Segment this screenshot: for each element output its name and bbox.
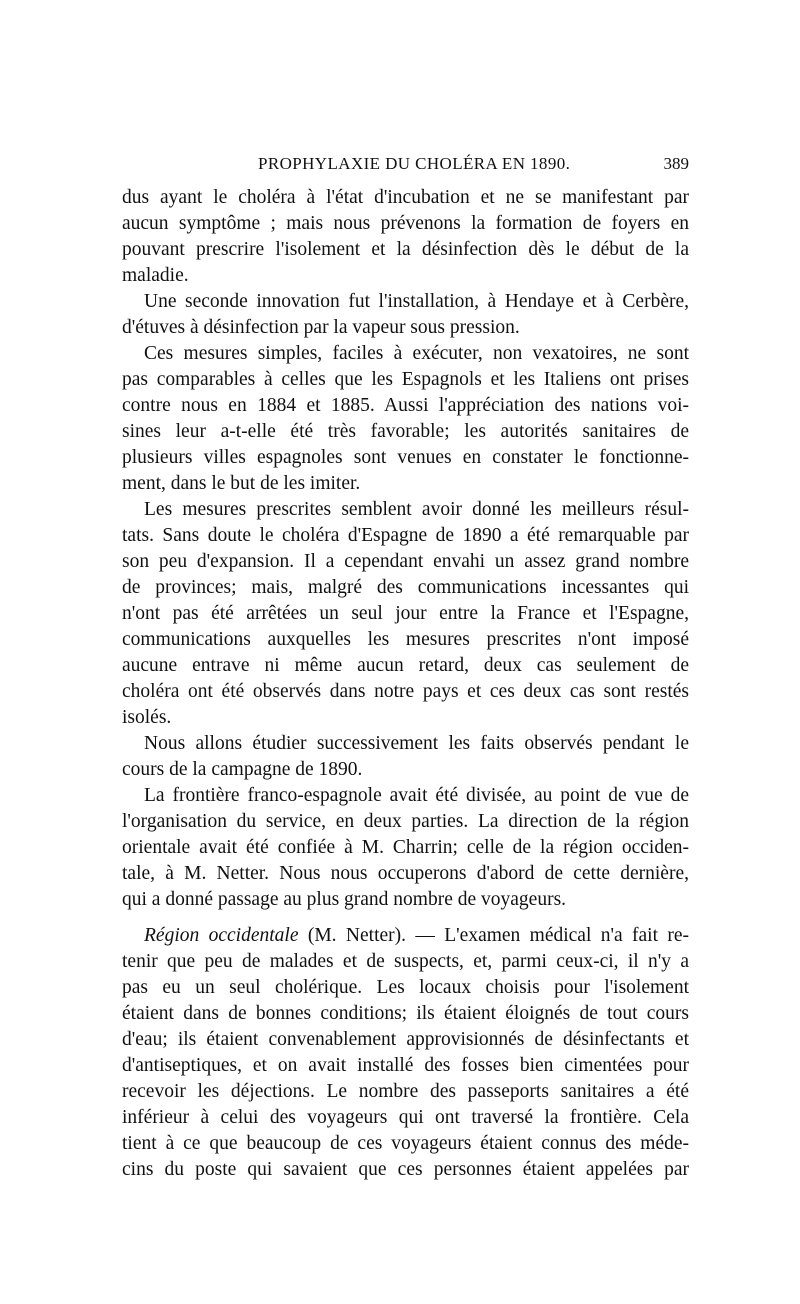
text-line: contre nous en 1884 et 1885. Aussi l'appréciation des nations voi- (122, 395, 689, 416)
text-line: son peu d'expansion. Il a cependant envahi un assez grand nombre (122, 551, 689, 572)
text-line: plusieurs villes espagnoles sont venues en constater le fonctionne- (122, 447, 689, 468)
text-run: (M. Netter). — L'examen médical n'a fait re- (298, 925, 690, 946)
text-line: cins du poste qui savaient que ces personnes étaient appelées par (122, 1159, 689, 1180)
text-line: isolés. (122, 707, 172, 728)
running-head (122, 154, 689, 180)
text-line: tient à ce que beaucoup de ces voyageurs étaient connus des méde- (122, 1133, 689, 1154)
text-line: communications auxquelles les mesures prescrites n'ont imposé (122, 629, 689, 650)
text-line: recevoir les déjections. Le nombre des passeports sanitaires a été (122, 1081, 689, 1102)
text-line: choléra ont été observés dans notre pays et ces deux cas sont restés (122, 681, 689, 702)
text-line: qui a donné passage au plus grand nombre de voyageurs. (122, 889, 567, 910)
text-line: inférieur à celui des voyageurs qui ont traversé la frontière. Cela (122, 1107, 689, 1128)
text-line: tenir que peu de malades et de suspects, et, parmi ceux-ci, il n'y a (122, 951, 689, 972)
text-line: Les mesures prescrites semblent avoir donné les meilleurs résul- (144, 499, 689, 520)
text-line: Une seconde innovation fut l'installation, à Hendaye et à Cerbère, (144, 291, 689, 312)
text-line: d'étuves à désinfection par la vapeur sous pression. (122, 317, 520, 338)
body-text (122, 185, 689, 1183)
text-line: pouvant prescrire l'isolement et la désinfection dès le début de la (122, 239, 689, 260)
paragraph (122, 783, 689, 913)
text-line: dus ayant le choléra à l'état d'incubation et ne se manifestant par (122, 187, 689, 208)
text-line: pas comparables à celles que les Espagnols et les Italiens ont prises (122, 369, 689, 390)
text-line: orientale avait été confiée à M. Charrin; celle de la région occiden- (122, 837, 689, 858)
text-line (122, 923, 689, 949)
section-lead-italic: Région occidentale (144, 925, 299, 946)
text-line: aucune entrave ni même aucun retard, deux cas seulement de (122, 655, 689, 676)
text-line: pas eu un seul cholérique. Les locaux choisis pour l'isolement (122, 977, 689, 998)
paragraph (122, 923, 689, 1183)
paragraph (122, 731, 689, 783)
text-line: cours de la campagne de 1890. (122, 759, 363, 780)
paragraph (122, 185, 689, 289)
text-line: sines leur a-t-elle été très favorable; les autorités sanitaires de (122, 421, 689, 442)
text-line: étaient dans de bonnes conditions; ils étaient éloignés de tout cours (122, 1003, 689, 1024)
paragraph (122, 341, 689, 497)
text-line: ment, dans le but de les imiter. (122, 473, 361, 494)
text-line: l'organisation du service, en deux parties. La direction de la région (122, 811, 689, 832)
page-number: 389 (663, 154, 689, 173)
text-line: de provinces; mais, malgré des communications incessantes qui (122, 577, 689, 598)
text-line: d'antiseptiques, et on avait installé des fosses bien cimentées pour (122, 1055, 689, 1076)
paragraph (122, 497, 689, 731)
text-line: tale, à M. Netter. Nous nous occuperons d'abord de cette dernière, (122, 863, 689, 884)
paragraph (122, 289, 689, 341)
text-line: aucun symptôme ; mais nous prévenons la formation de foyers en (122, 213, 689, 234)
text-line: La frontière franco-espagnole avait été divisée, au point de vue de (144, 785, 689, 806)
text-line: Nous allons étudier successivement les faits observés pendant le (144, 733, 689, 754)
section-gap (122, 913, 689, 923)
text-line: n'ont pas été arrêtées un seul jour entre la France et l'Espagne, (122, 603, 689, 624)
text-line: d'eau; ils étaient convenablement approvisionnés de désinfectants et (122, 1029, 689, 1050)
text-line: Ces mesures simples, faciles à exécuter, non vexatoires, ne sont (144, 343, 689, 364)
text-line: maladie. (122, 265, 189, 286)
running-title: PROPHYLAXIE DU CHOLÉRA EN 1890. (258, 154, 571, 173)
text-line: tats. Sans doute le choléra d'Espagne de 1890 a été remarquable par (122, 525, 689, 546)
